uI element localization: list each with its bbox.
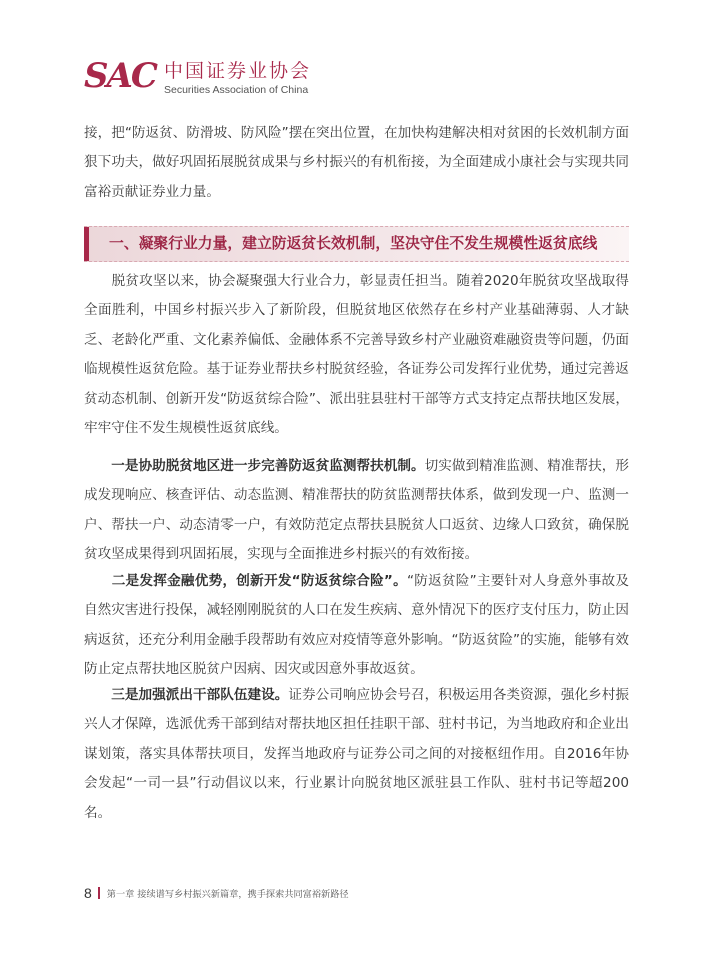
logo-text (164, 56, 311, 97)
paragraph-cadres (84, 681, 629, 828)
paragraph-body: “防返贫险”主要针对人身意外事故及自然灾害进行投保，减轻刚刚脱贫的人口在发生疾病、意外情况下的医疗支付压力，防止因病返贫，还充分利用金融手段帮助有效应对疫情等意外影响。“防返贫险”的实施，能够有效防止定点帮扶地区脱贫户因病、因灾或因意外事故返贫。 (84, 573, 629, 678)
page-footer (84, 884, 349, 902)
org-name-en: Securities Association of China (164, 84, 309, 96)
page-number: 8 (84, 885, 92, 901)
paragraph-body: 证券公司响应协会号召，积极运用各类资源，强化乡村振兴人才保障，选派优秀干部到结对帮扶地区担任挂职干部、驻村书记，为当地政府和企业出谋划策，落实具体帮扶项目，发挥当地政府与证券公司之间的对接枢纽作用。自2016年协会发起“一司一县”行动倡议以来，行业累计向脱贫地区派驻县工作队、驻村书记等超200名。 (84, 687, 630, 821)
footer-divider (98, 887, 100, 899)
paragraph-lead: 一是协助脱贫地区进一步完善防返贫监测帮扶机制。 (84, 458, 425, 474)
logo-mark: SAC (84, 56, 156, 96)
org-name-cn: 中国证券业协会 (164, 60, 312, 82)
paragraph-monitoring (84, 452, 629, 570)
paragraph-lead: 二是发挥金融优势，创新开发“防返贫综合险”。 (84, 573, 407, 589)
section-accent-bar (84, 227, 89, 261)
sac-logo (84, 56, 311, 100)
section-heading-band (84, 226, 629, 262)
paragraph-lead: 三是加强派出干部队伍建设。 (84, 687, 289, 703)
intro-paragraph: 接，把“防返贫、防滑坡、防风险”摆在突出位置，在加快构建解决相对贫困的长效机制方面狠下功夫，做好巩固拓展脱贫成果与乡村振兴的有机衔接，为全面建成小康社会与实现共同富裕贡献证券业力量。 (84, 125, 629, 200)
paragraph-body: 切实做到精准监测、精准帮扶，形成发现响应、核查评估、动态监测、精准帮扶的防贫监测帮扶体系，做到发现一户、监测一户、帮扶一户、动态清零一户，有效防范定点帮扶县脱贫人口返贫、边缘人口致贫，确保脱贫攻坚成果得到巩固拓展，实现与全面推进乡村振兴的有效衔接。 (84, 458, 630, 563)
section-title: 一、凝聚行业力量，建立防返贫长效机制，坚决守住不发生规模性返贫底线 (109, 235, 598, 252)
chapter-title: 第一章 接续谱写乡村振兴新篇章，携手探索共同富裕新路径 (106, 889, 349, 900)
paragraph-overview: 脱贫攻坚以来，协会凝聚强大行业合力，彰显责任担当。随着2020年脱贫攻坚战取得全面胜利，中国乡村振兴步入了新阶段，但脱贫地区依然存在乡村产业基础薄弱、人才缺乏、老龄化严重、文化素养偏低、金融体系不完善导致乡村产业融资难融资贵等问题，仍面临规模性返贫危险。基于证券业帮扶乡村脱贫经验，各证券公司发挥行业优势，通过完善返贫动态机制、创新开发“防返贫综合险”、派出驻县驻村干部等方式支持定点帮扶地区发展，牢牢守住不发生规模性返贫底线。 (84, 273, 629, 437)
paragraph-insurance (84, 567, 629, 685)
